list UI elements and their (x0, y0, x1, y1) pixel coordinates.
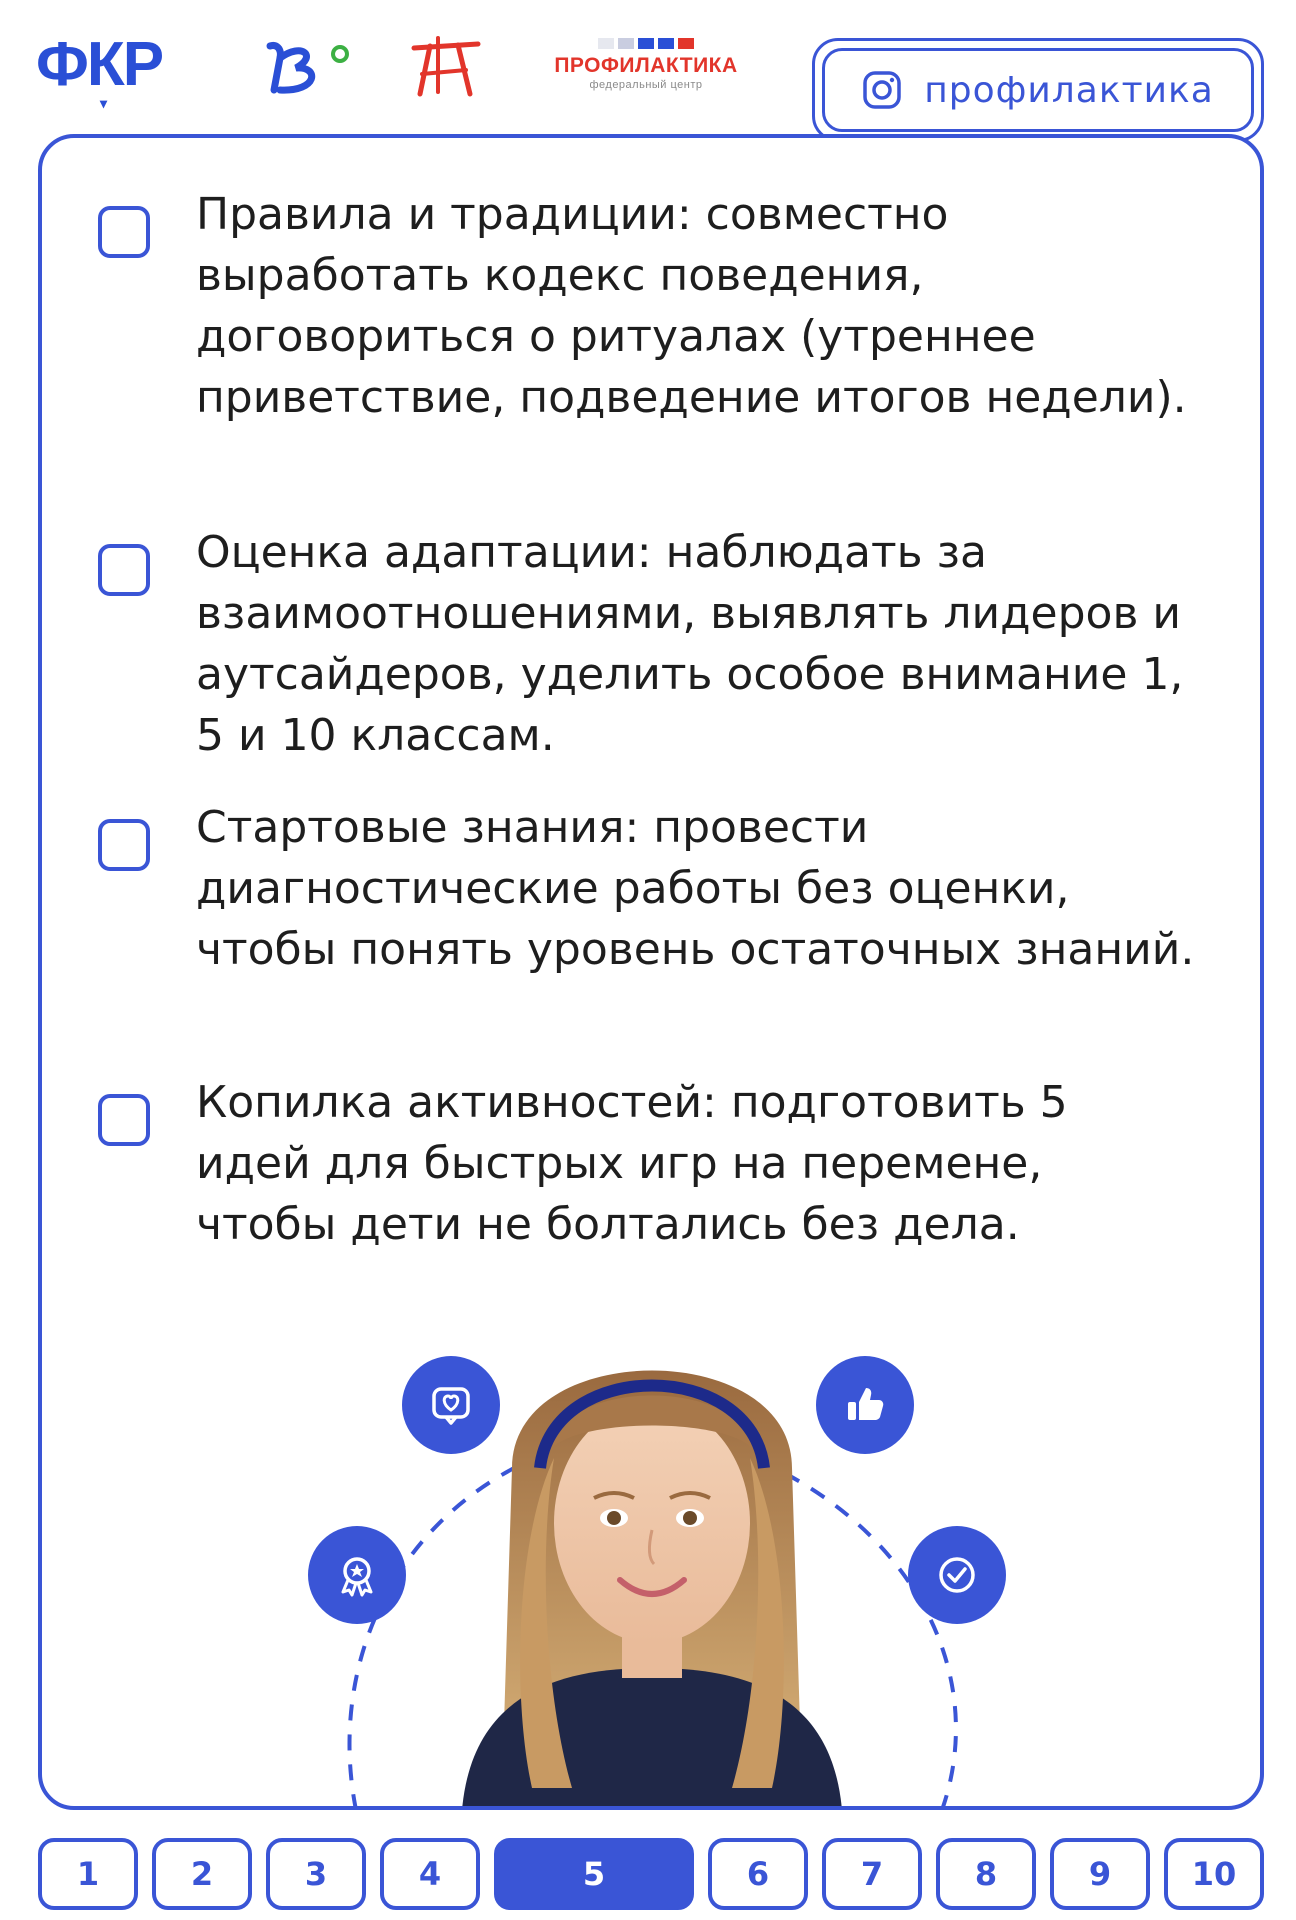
page-button-9[interactable]: 9 (1050, 1838, 1150, 1910)
vo-logo[interactable] (262, 36, 358, 104)
heart-chat-icon (428, 1382, 474, 1428)
page-button-5-current[interactable]: 5 (494, 1838, 694, 1910)
checkbox[interactable] (98, 1094, 150, 1146)
easel-icon (408, 34, 484, 98)
pagination (38, 1838, 1264, 1912)
fkr-logo-text: ФКР (36, 30, 163, 99)
checklist-item-text: Оценка адаптации: наблюдать за взаимоотношениями, выявлять лидеров и аутсайдеров, уделить особое внимание 1, 5 и 10 классам. (196, 527, 1184, 761)
profilaktika-logo[interactable] (540, 38, 752, 91)
fkr-logo[interactable] (36, 30, 163, 111)
page-button-4[interactable]: 4 (380, 1838, 480, 1910)
page-button-3[interactable]: 3 (266, 1838, 366, 1910)
medal-icon (334, 1552, 380, 1598)
instagram-icon (862, 70, 902, 110)
check-circle-icon (934, 1552, 980, 1598)
checklist-item-text: Копилка активностей: подготовить 5 идей для быстрых игр на перемене, чтобы дети не болтались без дела. (196, 1077, 1068, 1250)
thumbs-up-icon (842, 1382, 888, 1428)
checklist-item-text: Правила и традиции: совместно выработать кодекс поведения, договориться о ритуалах (утреннее приветствие, подведение итогов недели). (196, 189, 1187, 423)
fkr-chevron-icon: ▾ (100, 95, 106, 111)
page-button-1[interactable]: 1 (38, 1838, 138, 1910)
checklist-card (38, 134, 1264, 1810)
vo-logo-mark-icon (262, 36, 358, 100)
checkbox[interactable] (98, 544, 150, 596)
instagram-link[interactable] (822, 48, 1254, 132)
check-badge (908, 1526, 1006, 1624)
page-button-8[interactable]: 8 (936, 1838, 1036, 1910)
flag-bars (540, 38, 752, 49)
page-button-7[interactable]: 7 (822, 1838, 922, 1910)
checklist-item-text: Стартовые знания: провести диагностические работы без оценки, чтобы понять уровень остаточных знаний. (196, 802, 1195, 975)
easel-logo[interactable] (408, 34, 484, 102)
page-button-2[interactable]: 2 (152, 1838, 252, 1910)
profilaktika-logo-subtitle: федеральный центр (589, 79, 703, 91)
page-button-6[interactable]: 6 (708, 1838, 808, 1910)
girl-photo (442, 1318, 862, 1810)
checkbox[interactable] (98, 819, 150, 871)
illustration (42, 1318, 1260, 1810)
profilaktika-logo-title: ПРОФИЛАКТИКА (554, 54, 738, 77)
thumbs-up-badge (816, 1356, 914, 1454)
instagram-label: профилактика (924, 69, 1214, 111)
heart-chat-badge (402, 1356, 500, 1454)
page-button-10[interactable]: 10 (1164, 1838, 1264, 1910)
medal-badge (308, 1526, 406, 1624)
checkbox[interactable] (98, 206, 150, 258)
